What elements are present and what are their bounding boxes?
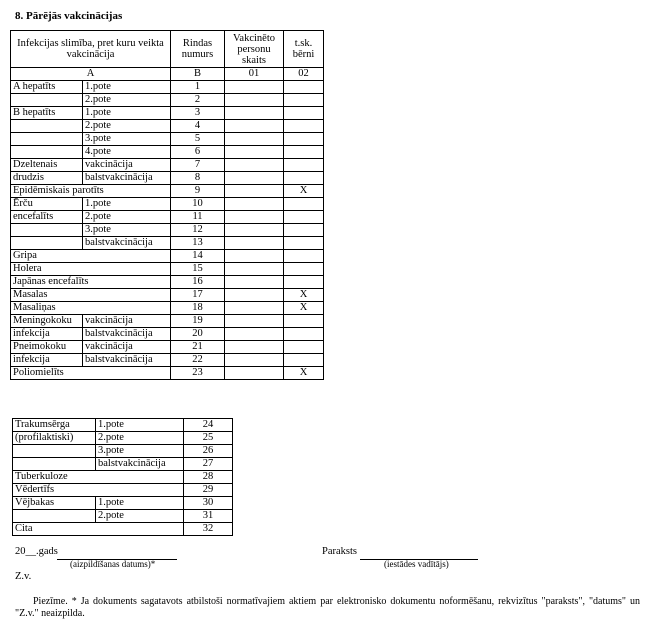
table-row [11, 185, 324, 198]
code-02: 02 [284, 68, 324, 81]
row-number-cell: 17 [171, 289, 225, 302]
code-row [11, 68, 324, 81]
vaccinated-count-cell [225, 302, 284, 315]
row-number-cell: 29 [184, 484, 233, 497]
disease-cell: infekcija [11, 354, 83, 367]
vaccinated-count-cell [225, 107, 284, 120]
table-row [13, 445, 233, 458]
disease-cell [11, 146, 83, 159]
row-number-cell: 20 [171, 328, 225, 341]
sub-cell: 3.pote [83, 224, 171, 237]
children-cell [284, 211, 324, 224]
row-number-cell: 14 [171, 250, 225, 263]
section-title: 8. Pārējās vakcinācijas [15, 10, 123, 22]
code-b: B [171, 68, 225, 81]
sub-cell: balstvakcinācija [83, 328, 171, 341]
year-prefix: 20__.gads [15, 546, 58, 557]
vaccinated-count-cell [225, 185, 284, 198]
table-row [11, 315, 324, 328]
table-row [13, 510, 233, 523]
table-row [11, 224, 324, 237]
table-row [11, 94, 324, 107]
row-number-cell: 11 [171, 211, 225, 224]
row-number-cell: 30 [184, 497, 233, 510]
disease-cell: (profilaktiski) [13, 432, 96, 445]
table-row [11, 328, 324, 341]
vaccination-table-2 [12, 418, 233, 536]
disease-cell: Poliomielīts [11, 367, 171, 380]
disease-cell [11, 224, 83, 237]
sub-cell: 4.pote [83, 146, 171, 159]
sub-cell: balstvakcinācija [83, 237, 171, 250]
vaccinated-count-cell [225, 198, 284, 211]
table-row [13, 523, 233, 536]
table-row [11, 276, 324, 289]
sign-label: Paraksts [322, 546, 357, 557]
table-row [11, 367, 324, 380]
table-row [11, 341, 324, 354]
sign-underline [360, 546, 478, 560]
vaccinated-count-cell [225, 289, 284, 302]
disease-cell: B hepatīts [11, 107, 83, 120]
row-number-cell: 26 [184, 445, 233, 458]
disease-cell: Cita [13, 523, 184, 536]
header-row [11, 31, 324, 68]
table-row [11, 237, 324, 250]
row-number-cell: 19 [171, 315, 225, 328]
sub-cell: 2.pote [83, 211, 171, 224]
vaccinated-count-cell [225, 237, 284, 250]
disease-cell: Ērču [11, 198, 83, 211]
sub-cell: balstvakcinācija [83, 354, 171, 367]
children-cell: X [284, 367, 324, 380]
children-cell: X [284, 289, 324, 302]
row-number-cell: 3 [171, 107, 225, 120]
row-number-cell: 18 [171, 302, 225, 315]
header-children: t.sk. bērni [284, 31, 324, 68]
sub-cell: 1.pote [83, 107, 171, 120]
row-number-cell: 31 [184, 510, 233, 523]
vaccinated-count-cell [225, 224, 284, 237]
row-number-cell: 27 [184, 458, 233, 471]
row-number-cell: 9 [171, 185, 225, 198]
children-cell: X [284, 302, 324, 315]
table-row [11, 198, 324, 211]
table-row [13, 497, 233, 510]
disease-cell [13, 445, 96, 458]
disease-cell: Vēdertīfs [13, 484, 184, 497]
sub-cell: 2.pote [96, 432, 184, 445]
disease-cell: Tuberkuloze [13, 471, 184, 484]
disease-cell: Meningokoku [11, 315, 83, 328]
vaccinated-count-cell [225, 250, 284, 263]
vaccinated-count-cell [225, 341, 284, 354]
children-cell: X [284, 185, 324, 198]
children-cell [284, 172, 324, 185]
header-vaccinated-count: Vakcinēto personu skaits [225, 31, 284, 68]
footnote: Piezīme. * Ja dokuments sagatavots atbilstoši normatīvajiem aktiem par elektronisko dokumentu noformēšanu, rekvizītus "paraksts", "datums" un "Z.v." neaizpilda. [15, 596, 640, 619]
row-number-cell: 24 [184, 419, 233, 432]
row-number-cell: 10 [171, 198, 225, 211]
disease-cell [11, 94, 83, 107]
code-a: A [11, 68, 171, 81]
sub-cell: 3.pote [96, 445, 184, 458]
row-number-cell: 28 [184, 471, 233, 484]
disease-cell: encefalīts [11, 211, 83, 224]
children-cell [284, 354, 324, 367]
children-cell [284, 263, 324, 276]
sub-cell: vakcinācija [83, 159, 171, 172]
children-cell [284, 81, 324, 94]
children-cell [284, 315, 324, 328]
vaccinated-count-cell [225, 328, 284, 341]
header-row-number: Rindas numurs [171, 31, 225, 68]
row-number-cell: 6 [171, 146, 225, 159]
date-line [15, 546, 58, 557]
table-row [13, 419, 233, 432]
sub-cell: 2.pote [96, 510, 184, 523]
row-number-cell: 2 [171, 94, 225, 107]
table-row [11, 354, 324, 367]
table-row [13, 432, 233, 445]
disease-cell [11, 120, 83, 133]
sub-cell: balstvakcinācija [96, 458, 184, 471]
disease-cell: A hepatīts [11, 81, 83, 94]
disease-cell: Trakumsērga [13, 419, 96, 432]
sub-cell: 1.pote [96, 497, 184, 510]
disease-cell: Japānas encefalīts [11, 276, 171, 289]
table-row [11, 289, 324, 302]
row-number-cell: 1 [171, 81, 225, 94]
disease-cell [13, 510, 96, 523]
vaccinated-count-cell [225, 315, 284, 328]
children-cell [284, 94, 324, 107]
sub-cell: 2.pote [83, 94, 171, 107]
vaccinated-count-cell [225, 276, 284, 289]
row-number-cell: 4 [171, 120, 225, 133]
sub-cell: 2.pote [83, 120, 171, 133]
children-cell [284, 146, 324, 159]
code-01: 01 [225, 68, 284, 81]
disease-cell: Epidēmiskais parotīts [11, 185, 171, 198]
children-cell [284, 120, 324, 133]
row-number-cell: 23 [171, 367, 225, 380]
row-number-cell: 7 [171, 159, 225, 172]
disease-cell: Vējbakas [13, 497, 96, 510]
vaccinated-count-cell [225, 354, 284, 367]
row-number-cell: 15 [171, 263, 225, 276]
stamp-label: Z.v. [15, 571, 32, 582]
sub-cell: balstvakcinācija [83, 172, 171, 185]
children-cell [284, 198, 324, 211]
sub-cell: 1.pote [83, 81, 171, 94]
vaccinated-count-cell [225, 94, 284, 107]
sub-cell: vakcinācija [83, 341, 171, 354]
children-cell [284, 250, 324, 263]
disease-cell: infekcija [11, 328, 83, 341]
children-cell [284, 224, 324, 237]
table-row [11, 146, 324, 159]
vaccinated-count-cell [225, 172, 284, 185]
table-row [11, 81, 324, 94]
vaccinated-count-cell [225, 120, 284, 133]
row-number-cell: 25 [184, 432, 233, 445]
disease-cell: Masaliņas [11, 302, 171, 315]
table-row [11, 107, 324, 120]
table-row [13, 458, 233, 471]
disease-cell: drudzis [11, 172, 83, 185]
table-row [11, 120, 324, 133]
disease-cell [11, 237, 83, 250]
disease-cell: Gripa [11, 250, 171, 263]
vaccinated-count-cell [225, 146, 284, 159]
disease-cell: Masalas [11, 289, 171, 302]
children-cell [284, 328, 324, 341]
table-row [13, 471, 233, 484]
vaccination-table [10, 30, 324, 380]
row-number-cell: 32 [184, 523, 233, 536]
table-row [11, 263, 324, 276]
row-number-cell: 22 [171, 354, 225, 367]
table-row [11, 250, 324, 263]
sign-caption: (iestādes vadītājs) [384, 559, 449, 569]
table-row [11, 211, 324, 224]
children-cell [284, 107, 324, 120]
vaccinated-count-cell [225, 367, 284, 380]
row-number-cell: 5 [171, 133, 225, 146]
vaccinated-count-cell [225, 81, 284, 94]
vaccinated-count-cell [225, 159, 284, 172]
row-number-cell: 8 [171, 172, 225, 185]
sub-cell: 1.pote [83, 198, 171, 211]
children-cell [284, 276, 324, 289]
disease-cell [11, 133, 83, 146]
row-number-cell: 13 [171, 237, 225, 250]
table-row [13, 484, 233, 497]
children-cell [284, 341, 324, 354]
table-row [11, 172, 324, 185]
row-number-cell: 21 [171, 341, 225, 354]
sub-cell: 3.pote [83, 133, 171, 146]
table-row [11, 133, 324, 146]
table-row [11, 302, 324, 315]
children-cell [284, 237, 324, 250]
vaccinated-count-cell [225, 133, 284, 146]
disease-cell: Dzeltenais [11, 159, 83, 172]
sub-cell: vakcinācija [83, 315, 171, 328]
disease-cell: Pneimokoku [11, 341, 83, 354]
children-cell [284, 133, 324, 146]
date-underline [57, 546, 177, 560]
date-caption: (aizpildīšanas datums)* [70, 559, 156, 569]
vaccinated-count-cell [225, 263, 284, 276]
header-disease: Infekcijas slimība, pret kuru veikta vakcinācija [11, 31, 171, 68]
vaccinated-count-cell [225, 211, 284, 224]
disease-cell [13, 458, 96, 471]
row-number-cell: 16 [171, 276, 225, 289]
table-row [11, 159, 324, 172]
children-cell [284, 159, 324, 172]
disease-cell: Holera [11, 263, 171, 276]
row-number-cell: 12 [171, 224, 225, 237]
sub-cell: 1.pote [96, 419, 184, 432]
